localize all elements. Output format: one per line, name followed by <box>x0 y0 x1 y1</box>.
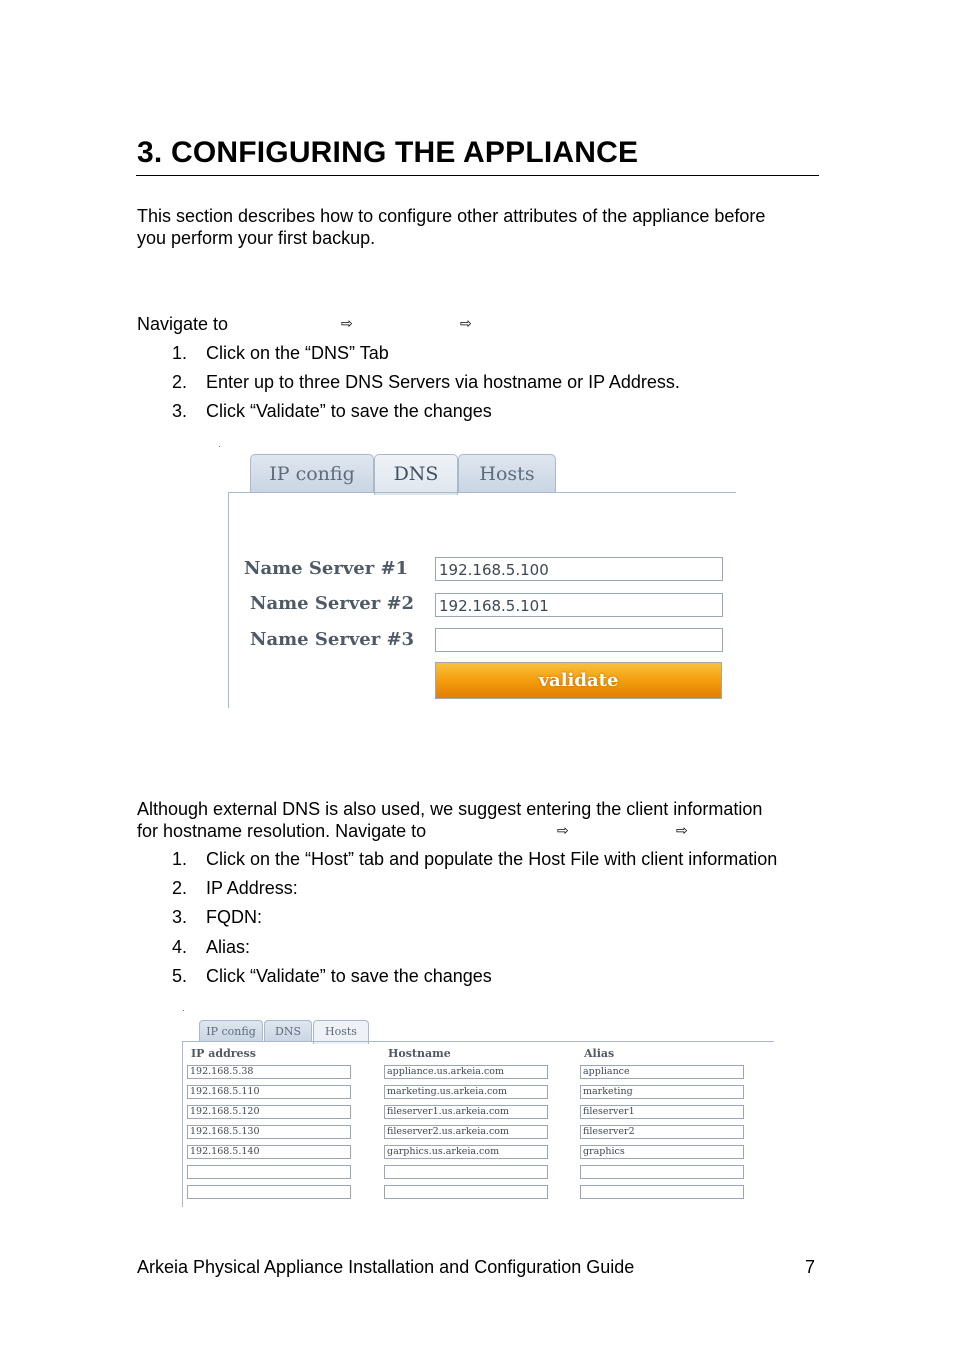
list-item: 1. Click on the “Host” tab and populate the Host File with client information <box>172 849 778 869</box>
arrow-right-icon: ⇨ <box>676 822 688 838</box>
list-item: 4. Alias: <box>172 937 251 957</box>
ip-field[interactable]: 192.168.5.140 <box>187 1145 351 1159</box>
hostname-field[interactable]: garphics.us.arkeia.com <box>384 1145 548 1159</box>
navigate-label: Navigate to <box>137 314 229 334</box>
hostname-field[interactable] <box>384 1165 548 1179</box>
hosts-screenshot <box>182 1017 776 1207</box>
list-item: 2. IP Address: <box>172 878 298 898</box>
hosts-para-line-2: for hostname resolution. Navigate to <box>137 821 427 841</box>
panel-border <box>182 1041 183 1207</box>
column-header-alias: Alias <box>584 1047 615 1060</box>
list-item: 3. FQDN: <box>172 907 262 927</box>
name-server-2-label: Name Server #2 <box>250 593 415 614</box>
section-heading: 3. CONFIGURING THE APPLIANCE <box>137 136 639 169</box>
alias-field[interactable]: appliance <box>580 1065 744 1079</box>
artifact-dot <box>219 446 220 447</box>
list-item: 3. Click “Validate” to save the changes <box>172 401 492 421</box>
artifact-dot <box>183 1010 184 1011</box>
ip-field[interactable]: 192.168.5.110 <box>187 1085 351 1099</box>
name-server-1-label: Name Server #1 <box>244 558 409 579</box>
name-server-3-input[interactable] <box>435 628 723 652</box>
tab-dns[interactable]: DNS <box>264 1020 312 1042</box>
tab-hosts[interactable]: Hosts <box>313 1020 369 1044</box>
list-item: 5. Click “Validate” to save the changes <box>172 966 492 986</box>
alias-field[interactable] <box>580 1165 744 1179</box>
alias-field[interactable]: marketing <box>580 1085 744 1099</box>
hostname-field[interactable]: fileserver2.us.arkeia.com <box>384 1125 548 1139</box>
alias-field[interactable]: fileserver1 <box>580 1105 744 1119</box>
list-item: 1. Click on the “DNS” Tab <box>172 343 389 363</box>
page-number: 7 <box>805 1257 816 1277</box>
intro-line-1: This section describes how to configure other attributes of the appliance before <box>137 206 766 226</box>
name-server-1-input[interactable]: 192.168.5.100 <box>435 557 723 581</box>
dns-screenshot <box>228 452 738 710</box>
list-item: 2. Enter up to three DNS Servers via hostname or IP Address. <box>172 372 680 392</box>
hostname-field[interactable]: marketing.us.arkeia.com <box>384 1085 548 1099</box>
arrow-right-icon: ⇨ <box>460 315 472 331</box>
hostname-field[interactable] <box>384 1185 548 1199</box>
tab-bar-line <box>228 492 736 493</box>
intro-line-2: you perform your first backup. <box>137 228 376 248</box>
tab-bar-line <box>182 1041 774 1042</box>
footer-title: Arkeia Physical Appliance Installation and Configuration Guide <box>137 1257 635 1277</box>
panel-border <box>228 492 229 708</box>
hostname-field[interactable]: appliance.us.arkeia.com <box>384 1065 548 1079</box>
alias-field[interactable]: graphics <box>580 1145 744 1159</box>
name-server-2-input[interactable]: 192.168.5.101 <box>435 593 723 617</box>
ip-field[interactable] <box>187 1165 351 1179</box>
validate-button[interactable]: validate <box>435 662 722 699</box>
ip-field[interactable]: 192.168.5.130 <box>187 1125 351 1139</box>
arrow-right-icon: ⇨ <box>557 822 569 838</box>
alias-field[interactable] <box>580 1185 744 1199</box>
hosts-para-line-1: Although external DNS is also used, we suggest entering the client information <box>137 799 763 819</box>
column-header-hostname: Hostname <box>388 1047 451 1060</box>
arrow-right-icon: ⇨ <box>341 315 353 331</box>
ip-field[interactable]: 192.168.5.120 <box>187 1105 351 1119</box>
alias-field[interactable]: fileserver2 <box>580 1125 744 1139</box>
tab-dns[interactable]: DNS <box>374 454 458 495</box>
hostname-field[interactable]: fileserver1.us.arkeia.com <box>384 1105 548 1119</box>
name-server-3-label: Name Server #3 <box>250 629 415 650</box>
tab-hosts[interactable]: Hosts <box>458 454 556 493</box>
tab-ip-config[interactable]: IP config <box>250 454 374 493</box>
tab-ip-config[interactable]: IP config <box>199 1020 263 1042</box>
ip-field[interactable]: 192.168.5.38 <box>187 1065 351 1079</box>
column-header-ip: IP address <box>191 1047 256 1060</box>
heading-rule <box>136 175 819 176</box>
ip-field[interactable] <box>187 1185 351 1199</box>
